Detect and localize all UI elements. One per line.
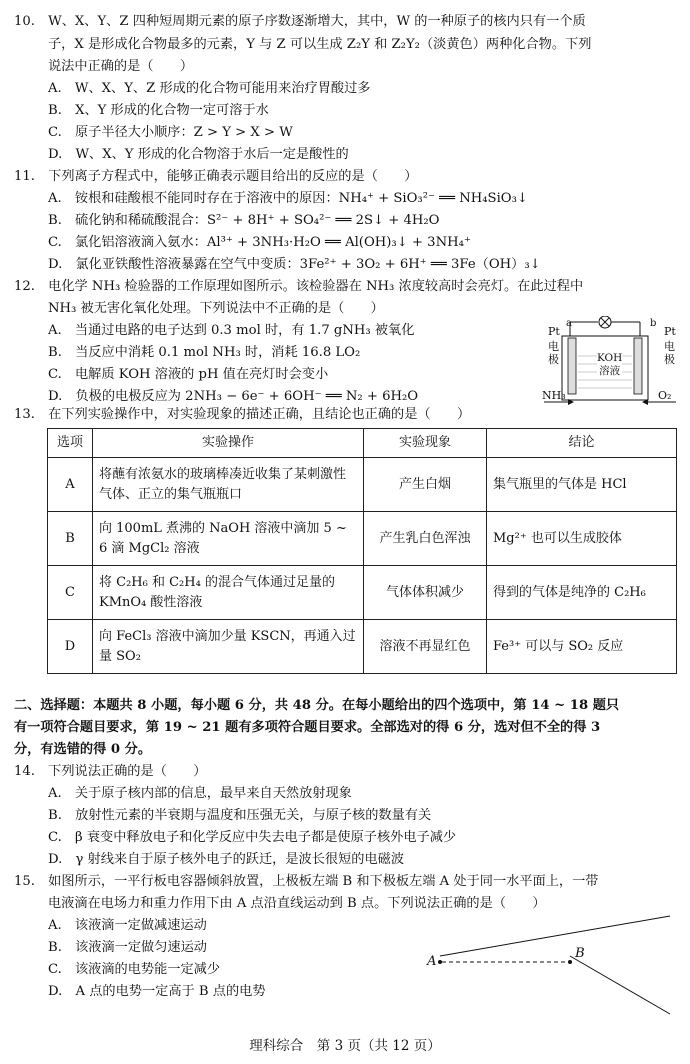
q14-option-b: B. 放射性元素的半衰期与温度和压强无关，与原子核的数量有关: [48, 808, 432, 823]
nh3-inlet-label: NH₃: [542, 389, 566, 402]
table-row: [48, 620, 677, 674]
right-electrode: [634, 338, 642, 394]
q14-stem-line1: 14. 下列说法正确的是（ ）: [14, 764, 207, 779]
q12-option-b: B. 当反应中消耗 0.1 mol NH₃ 时，消耗 16.8 LO₂: [48, 345, 361, 360]
row-conclusion: Mg²⁺ 也可以生成胶体: [487, 512, 677, 566]
q15-option-b: B. 该液滴一定做匀速运动: [48, 940, 207, 955]
row-conclusion: 得到的气体是纯净的 C₂H₆: [487, 566, 677, 620]
right-electrode-label: 电 极: [664, 340, 675, 366]
q13-stem-line1: 13. 在下列实验操作中，对实验现象的描述正确，且结论也正确的是（ ）: [14, 407, 471, 422]
row-operation: 将 C₂H₆ 和 C₂H₄ 的混合气体通过足量的 KMnO₄ 酸性溶液: [93, 566, 364, 620]
header-phenomenon: 实验现象: [364, 429, 487, 458]
page-footer: 理科综合 第 3 页（共 12 页）: [249, 1038, 441, 1054]
row-phenomenon: 产生白烟: [364, 458, 487, 512]
row-phenomenon: 气体体积减少: [364, 566, 487, 620]
row-option: D: [48, 620, 93, 674]
row-phenomenon: 溶液不再显红色: [364, 620, 487, 674]
q15-option-a: A. 该液滴一定做减速运动: [48, 918, 207, 933]
q12-stem-line1: 12. 电化学 NH₃ 检验器的工作原理如图所示。该检验器在 NH₃ 浓度较高时会亮灯。在此过程中: [14, 279, 584, 294]
row-operation: 向 FeCl₃ 溶液中滴加少量 KSCN，再通入过量 SO₂: [93, 620, 364, 674]
q11-option-c: C. 氯化铝溶液滴入氨水：Al³⁺ + 3NH₃·H₂O ══ Al(OH)₃↓ + 3NH₄⁺: [48, 235, 471, 250]
row-operation: 向 100mL 煮沸的 NaOH 溶液中滴加 5 ~ 6 滴 MgCl₂ 溶液: [93, 512, 364, 566]
row-phenomenon: 产生乳白色浑浊: [364, 512, 487, 566]
q15-option-c: C. 该液滴的电势能一定减少: [48, 962, 221, 977]
q12-option-c: C. 电解质 KOH 溶液的 pH 值在亮灯时会变小: [48, 367, 329, 382]
lower-plate-line: [440, 916, 670, 956]
q11-option-a: A. 铵根和硅酸根不能同时存在于溶液中的原因：NH₄⁺ + SiO₃²⁻ ══ NH₄SiO₃↓: [48, 191, 528, 206]
left-electrode-label: 电 极: [548, 340, 559, 366]
q11-stem-line1: 11. 下列离子方程式中，能够正确表示题目给出的反应的是（ ）: [14, 169, 418, 184]
label-b: b: [650, 318, 657, 329]
table-row: [48, 566, 677, 620]
table-row: [48, 458, 677, 512]
section2-line2: 有一项符合题目要求，第 19 ~ 21 题有多项符合题目要求。全部选对的得 6 分，选对但不全的得 3: [14, 720, 601, 735]
header-option: 选项: [48, 429, 93, 458]
point-b-label: B: [575, 946, 585, 961]
left-pt-label: Pt: [548, 325, 560, 338]
q11-option-d: D. 氯化亚铁酸性溶液暴露在空气中变质：3Fe²⁺ + 3O₂ + 6H⁺ ══ 3Fe（OH）₃↓: [48, 257, 541, 272]
row-operation: 将蘸有浓氨水的玻璃棒凑近收集了某刺激性气体、正立的集气瓶瓶口: [93, 458, 364, 512]
q15-stem-line2: 电液滴在电场力和重力作用下由 A 点沿直线运动到 B 点。下列说法正确的是（ ）: [48, 896, 546, 911]
q10-option-a: A. W、X、Y、Z 形成的化合物可能用来治疗胃酸过多: [48, 81, 371, 96]
label-a: a: [566, 318, 572, 329]
right-pt-label: Pt: [664, 325, 676, 338]
q10-option-d: D. W、X、Y 形成的化合物溶于水后一定是酸性的: [48, 147, 349, 162]
section2-line1: 二、选择题：本题共 8 小题，每小题 6 分，共 48 分。在每小题给出的四个选项中，第 14 ~ 18 题只: [14, 698, 620, 713]
section2-line3: 分，有选错的得 0 分。: [14, 742, 152, 757]
koh-solution-label: KOH 溶液: [597, 352, 623, 377]
row-option: C: [48, 566, 93, 620]
row-option: B: [48, 512, 93, 566]
row-option: A: [48, 458, 93, 512]
q15-option-d: D. A 点的电势一定高于 B 点的电势: [48, 984, 266, 999]
o2-inlet-label: O₂: [658, 389, 672, 402]
experiment-table: [47, 428, 677, 674]
q10-option-c: C. 原子半径大小顺序：Z > Y > X > W: [48, 125, 293, 140]
table-row: [48, 512, 677, 566]
row-conclusion: Fe³⁺ 可以与 SO₂ 反应: [487, 620, 677, 674]
left-electrode: [568, 338, 576, 394]
table-header-row: [48, 429, 677, 458]
q12-stem-line2: NH₃ 被无害化氧化处理。下列说法中不正确的是（ ）: [48, 301, 384, 316]
header-operation: 实验操作: [93, 429, 364, 458]
q14-option-d: D. γ 射线来自于原子核外电子的跃迁，是波长很短的电磁波: [48, 852, 405, 867]
row-conclusion: 集气瓶里的气体是 HCl: [487, 458, 677, 512]
q10-stem-line3: 说法中正确的是（ ）: [48, 59, 194, 74]
q10-stem-line2: 子，X 是形成化合物最多的元素，Y 与 Z 可以生成 Z₂Y 和 Z₂Y₂（淡黄色）两种化合物。下列: [48, 37, 592, 52]
header-conclusion: 结论: [487, 429, 677, 458]
upper-plate-line: [570, 956, 670, 1014]
q14-option-a: A. 关于原子核内部的信息，最早来自天然放射现象: [48, 786, 352, 801]
q12-option-d: D. 负极的电极反应为 2NH₃ − 6e⁻ + 6OH⁻ ══ N₂ + 6H₂O: [48, 389, 419, 404]
q11-option-b: B. 硫化钠和稀硫酸混合：S²⁻ + 8H⁺ + SO₄²⁻ ══ 2S↓ + 4H₂O: [48, 213, 440, 228]
q12-option-a: A. 当通过电路的电子达到 0.3 mol 时，有 1.7 gNH₃ 被氧化: [48, 323, 415, 338]
q10-option-b: B. X、Y 形成的化合物一定可溶于水: [48, 103, 269, 118]
point-a-label: A: [427, 954, 437, 969]
q14-option-c: C. β 衰变中释放电子和化学反应中失去电子都是使原子核外电子减少: [48, 830, 457, 845]
q10-stem-line1: 10. W、X、Y、Z 四种短周期元素的原子序数逐渐增大，其中，W 的一种原子的核内只有一个质: [14, 14, 586, 29]
tilted-capacitor-diagram: [420, 910, 680, 1020]
q15-stem-line1: 15. 如图所示，一平行板电容器倾斜放置，上极板左端 B 和下极板左端 A 处于同一水平面上，一带: [14, 874, 599, 889]
